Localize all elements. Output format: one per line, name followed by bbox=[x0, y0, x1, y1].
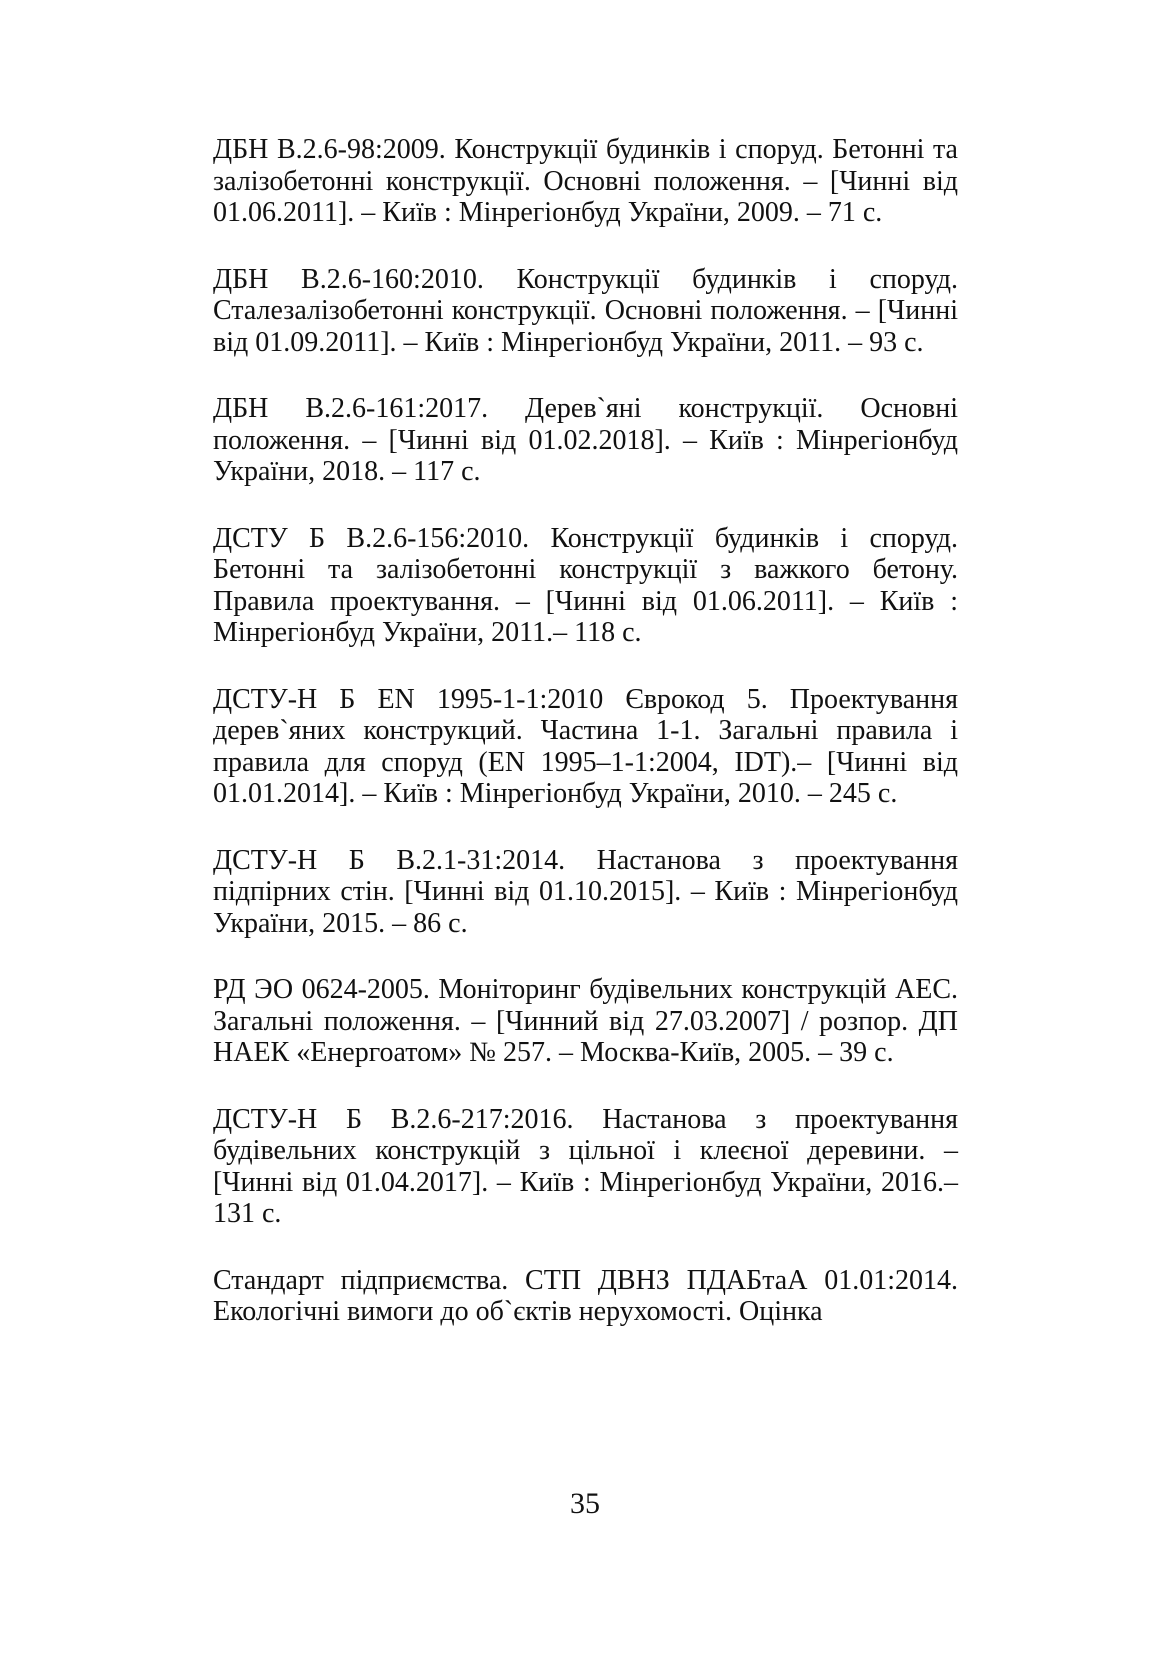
reference-item: ДСТУ-Н Б В.2.6-217:2016. Настанова з проектування будівельних конструкцій з цільної і клеєної деревини. – [Чинні від 01.04.2017]. – Київ : Мінрегіонбуд України, 2016.– 131 с. bbox=[213, 1103, 958, 1229]
page-number: 35 bbox=[570, 1487, 600, 1520]
reference-item: ДБН В.2.6-160:2010. Конструкції будинків і споруд. Сталезалізобетонні конструкції. Основні положення. – [Чинні від 01.09.2011]. – Київ : Мінрегіонбуд України, 2011. – 93 с. bbox=[213, 263, 958, 358]
reference-item: ДСТУ-Н Б В.2.1-31:2014. Настанова з проектування підпірних стін. [Чинні від 01.10.2015]. – Київ : Мінрегіонбуд України, 2015. – 86 с. bbox=[213, 844, 958, 939]
reference-item: ДБН В.2.6-161:2017. Дерев`яні конструкції. Основні положення. – [Чинні від 01.02.2018]. – Київ : Мінрегіонбуд України, 2018. – 117 с. bbox=[213, 393, 958, 487]
reference-item: РД ЭО 0624-2005. Моніторинг будівельних конструкцій АЕС. Загальні положення. – [Чинний від 27.03.2007] / розпор. ДП НАЕК «Енергоатом» № 257. – Москва-Київ, 2005. – 39 с. bbox=[213, 974, 958, 1068]
reference-item: ДБН В.2.6-98:2009. Конструкції будинків і споруд. Бетонні та залізобетонні конструкції. Основні положення. – [Чинні від 01.06.2011]. – Київ : Мінрегіонбуд України, 2009. – 71 с. bbox=[213, 134, 958, 228]
reference-item: ДСТУ Б В.2.6-156:2010. Конструкції будинків і споруд. Бетонні та залізобетонні конструкції з важкого бетону. Правила проектування. – [Чинні від 01.06.2011]. – Київ : Мінрегіонбуд України, 2011.– 118 с. bbox=[213, 522, 958, 648]
reference-list bbox=[213, 134, 958, 1363]
reference-item: ДСТУ-Н Б EN 1995-1-1:2010 Єврокод 5. Проектування дерев`яних конструкций. Частина 1-1. Загальні правила і правила для споруд (EN 1995–1-1:2004, IDT).– [Чинні від 01.01.2014]. – Київ : Мінрегіонбуд України, 2010. – 245 с. bbox=[213, 683, 958, 809]
reference-item: Стандарт підприємства. СТП ДВНЗ ПДАБтаА 01.01:2014. Екологічні вимоги до об`єктів нерухомості. Оцінка bbox=[213, 1264, 958, 1327]
